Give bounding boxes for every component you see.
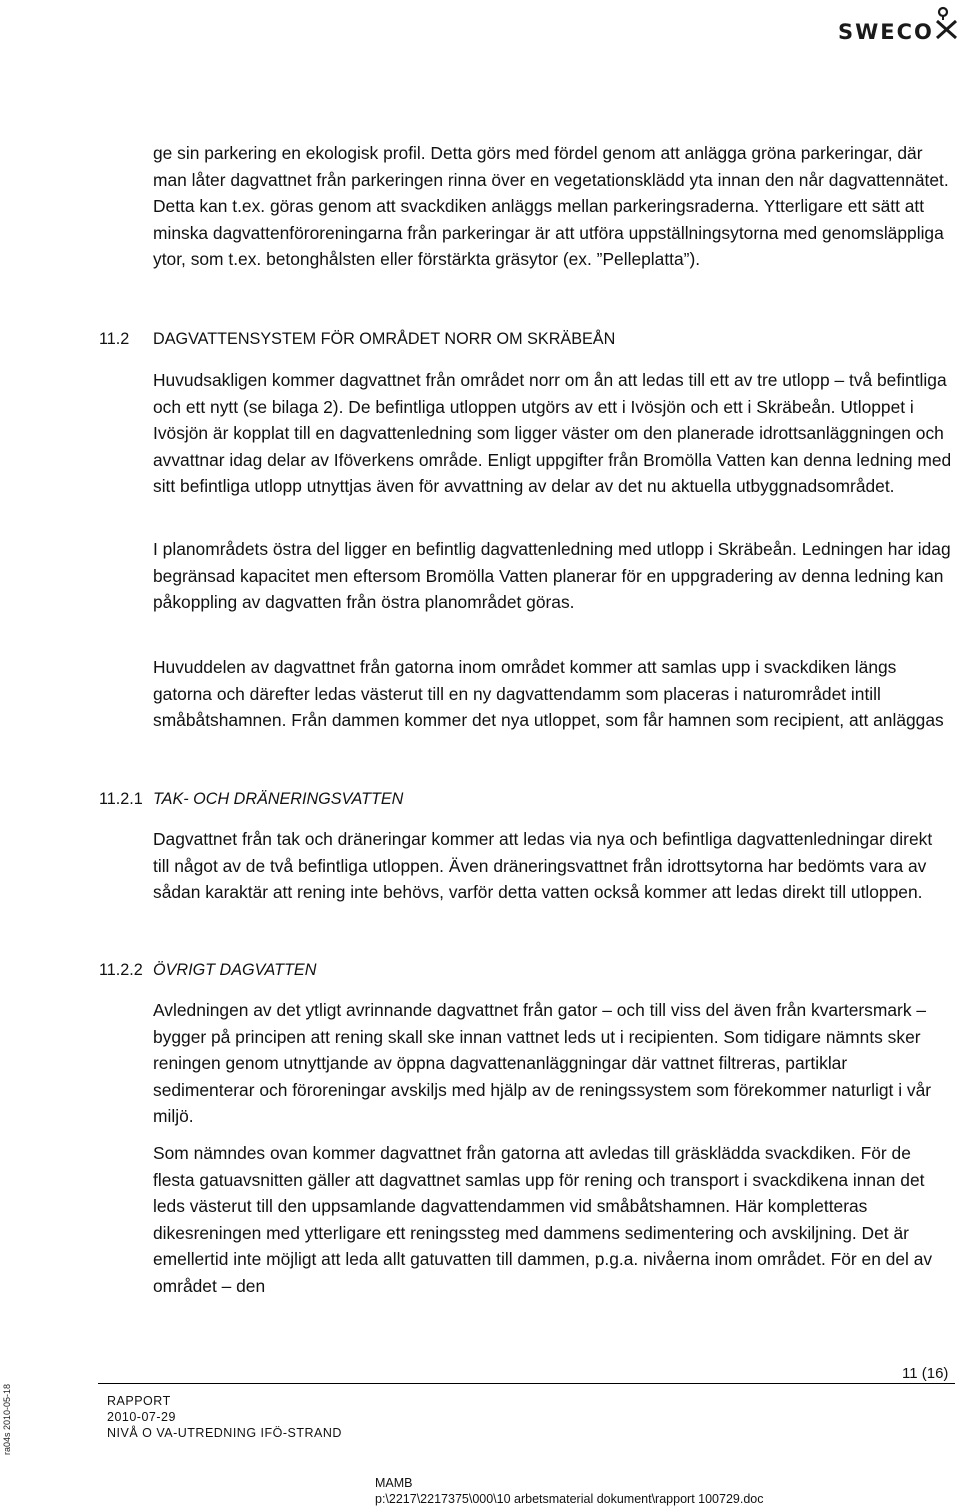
subsection-title: ÖVRIGT DAGVATTEN [153,961,317,979]
page-number: 11 (16) [902,1365,949,1382]
footer-meta [107,1393,342,1441]
template-code: ra04s 2010-05-18 [2,1383,12,1455]
section-11-2-body [153,654,953,734]
body-paragraph: Dagvattnet från tak och dräneringar kommer att ledas via nya och befintliga dagvattenledningar direkt till något av de två befintliga utloppen. Även dräneringsvattnet från idrottsytorna har bedömts vara av sådan karaktär att rening inte behövs, varför detta vatten också kommer att ledas direkt till utloppen. [153,829,933,902]
project-name: NIVÅ O VA-UTREDNING IFÖ-STRAND [107,1426,342,1440]
subsection-number: 11.2.2 [99,961,143,979]
section-11-2-1-body [153,826,953,906]
intro-paragraph: ge sin parkering en ekologisk profil. Detta görs med fördel genom att anlägga gröna parkeringar, där man låter dagvattnet från parkeringen rinna över en vegetationsklädd yta innan den når dagvattennätet. Detta kan t.ex. göras genom att svackdiken anläggs mellan parkeringsraderna. Ytterligare ett sätt att minska dagvattenföroreningarna från parkeringar är att utföra uppställningsytorna med genomsläppliga ytor, som t.ex. betonghålsten eller förstärkta gräsytor (ex. ”Pelleplatta”). [153,143,949,269]
author-initials: MAMB [375,1476,413,1490]
section-title: DAGVATTENSYSTEM FÖR OMRÅDET NORR OM SKRÄBEÅN [153,330,616,348]
body-paragraph: Huvudsakligen kommer dagvattnet från området norr om ån att ledas till ett av tre utlopp – två befintliga och ett nytt (se bilaga 2). De befintliga utloppen utgörs av ett i Ivösjön och ett i Skräbeån. Utloppet i Ivösjön är kopplat till en dagvattenledning som ligger väster om den planerade idrottsanläggningen och avvattnar idag delar av Iföverkens område. Enligt uppgifter från Bromölla Vatten kan denna ledning med sitt befintliga utlopp utnyttjas även för avvattning av delar av det nu aktuella utbyggnadsområdet. [153,370,952,496]
section-number: 11.2 [99,330,130,348]
body-paragraph: Huvuddelen av dagvattnet från gatorna inom området kommer att samlas upp i svackdiken längs gatorna och därefter ledas västerut till en ny dagvattendamm som placeras i naturområdet intill småbåtshamnen. Från dammen kommer det nya utloppet, som får hamnen som recipient, att anläggas [153,657,944,730]
subsection-title: TAK- OCH DRÄNERINGSVATTEN [153,790,404,808]
section-11-2-body [153,367,953,500]
sweco-logo [832,6,960,48]
intro-section [153,140,953,273]
section-11-2-2-body [153,997,953,1130]
body-paragraph: Som nämndes ovan kommer dagvattnet från gatorna att avledas till gräsklädda svackdiken. För de flesta gatuavsnitten gäller att dagvattnet samlas upp för rening och transport i svackdikena innan det leds västerut till den uppsamlande dagvattendammen vid småbåtshamnen. Här kompletteras dikesreningen med ytterligare ett reningssteg med dammens sedimentering och avskiljning. Det är emellertid inte möjligt att leda allt gatuvatten till dammen, p.g.a. nivåerna inom området. För en del av området – den [153,1143,933,1296]
body-paragraph: Avledningen av det ytligt avrinnande dagvattnet från gator – och till viss del även från kvartersmark – bygger på principen att rening skall ske innan vattnet leds ut i recipienten. Som tidigare nämnts sker reningen genom utnyttjande av öppna dagvattenanläggningar där vattnet filtreras, partiklar sedimenterar och föroreningar avskiljs med hjälp av de reningssystem som förekommer naturligt i vår miljö. [153,1000,932,1126]
footer-divider [98,1383,955,1384]
document-type: RAPPORT [107,1394,171,1408]
document-date: 2010-07-29 [107,1410,176,1424]
section-11-2-2-body [153,1140,953,1299]
sweco-mark-icon [932,6,960,40]
section-11-2-body [153,536,953,616]
body-paragraph: I planområdets östra del ligger en befintlig dagvattenledning med utlopp i Skräbeån. Ledningen har idag begränsad kapacitet men eftersom Bromölla Vatten planerar för en uppgradering av denna ledning kan påkoppling av dagvatten från östra planområdet göras. [153,539,951,612]
footer-signature [375,1475,763,1507]
logo-wordmark: SWECO [838,20,934,44]
subsection-number: 11.2.1 [99,790,143,808]
file-path: p:\2217\2217375\000\10 arbetsmaterial dokument\rapport 100729.doc [375,1492,764,1506]
